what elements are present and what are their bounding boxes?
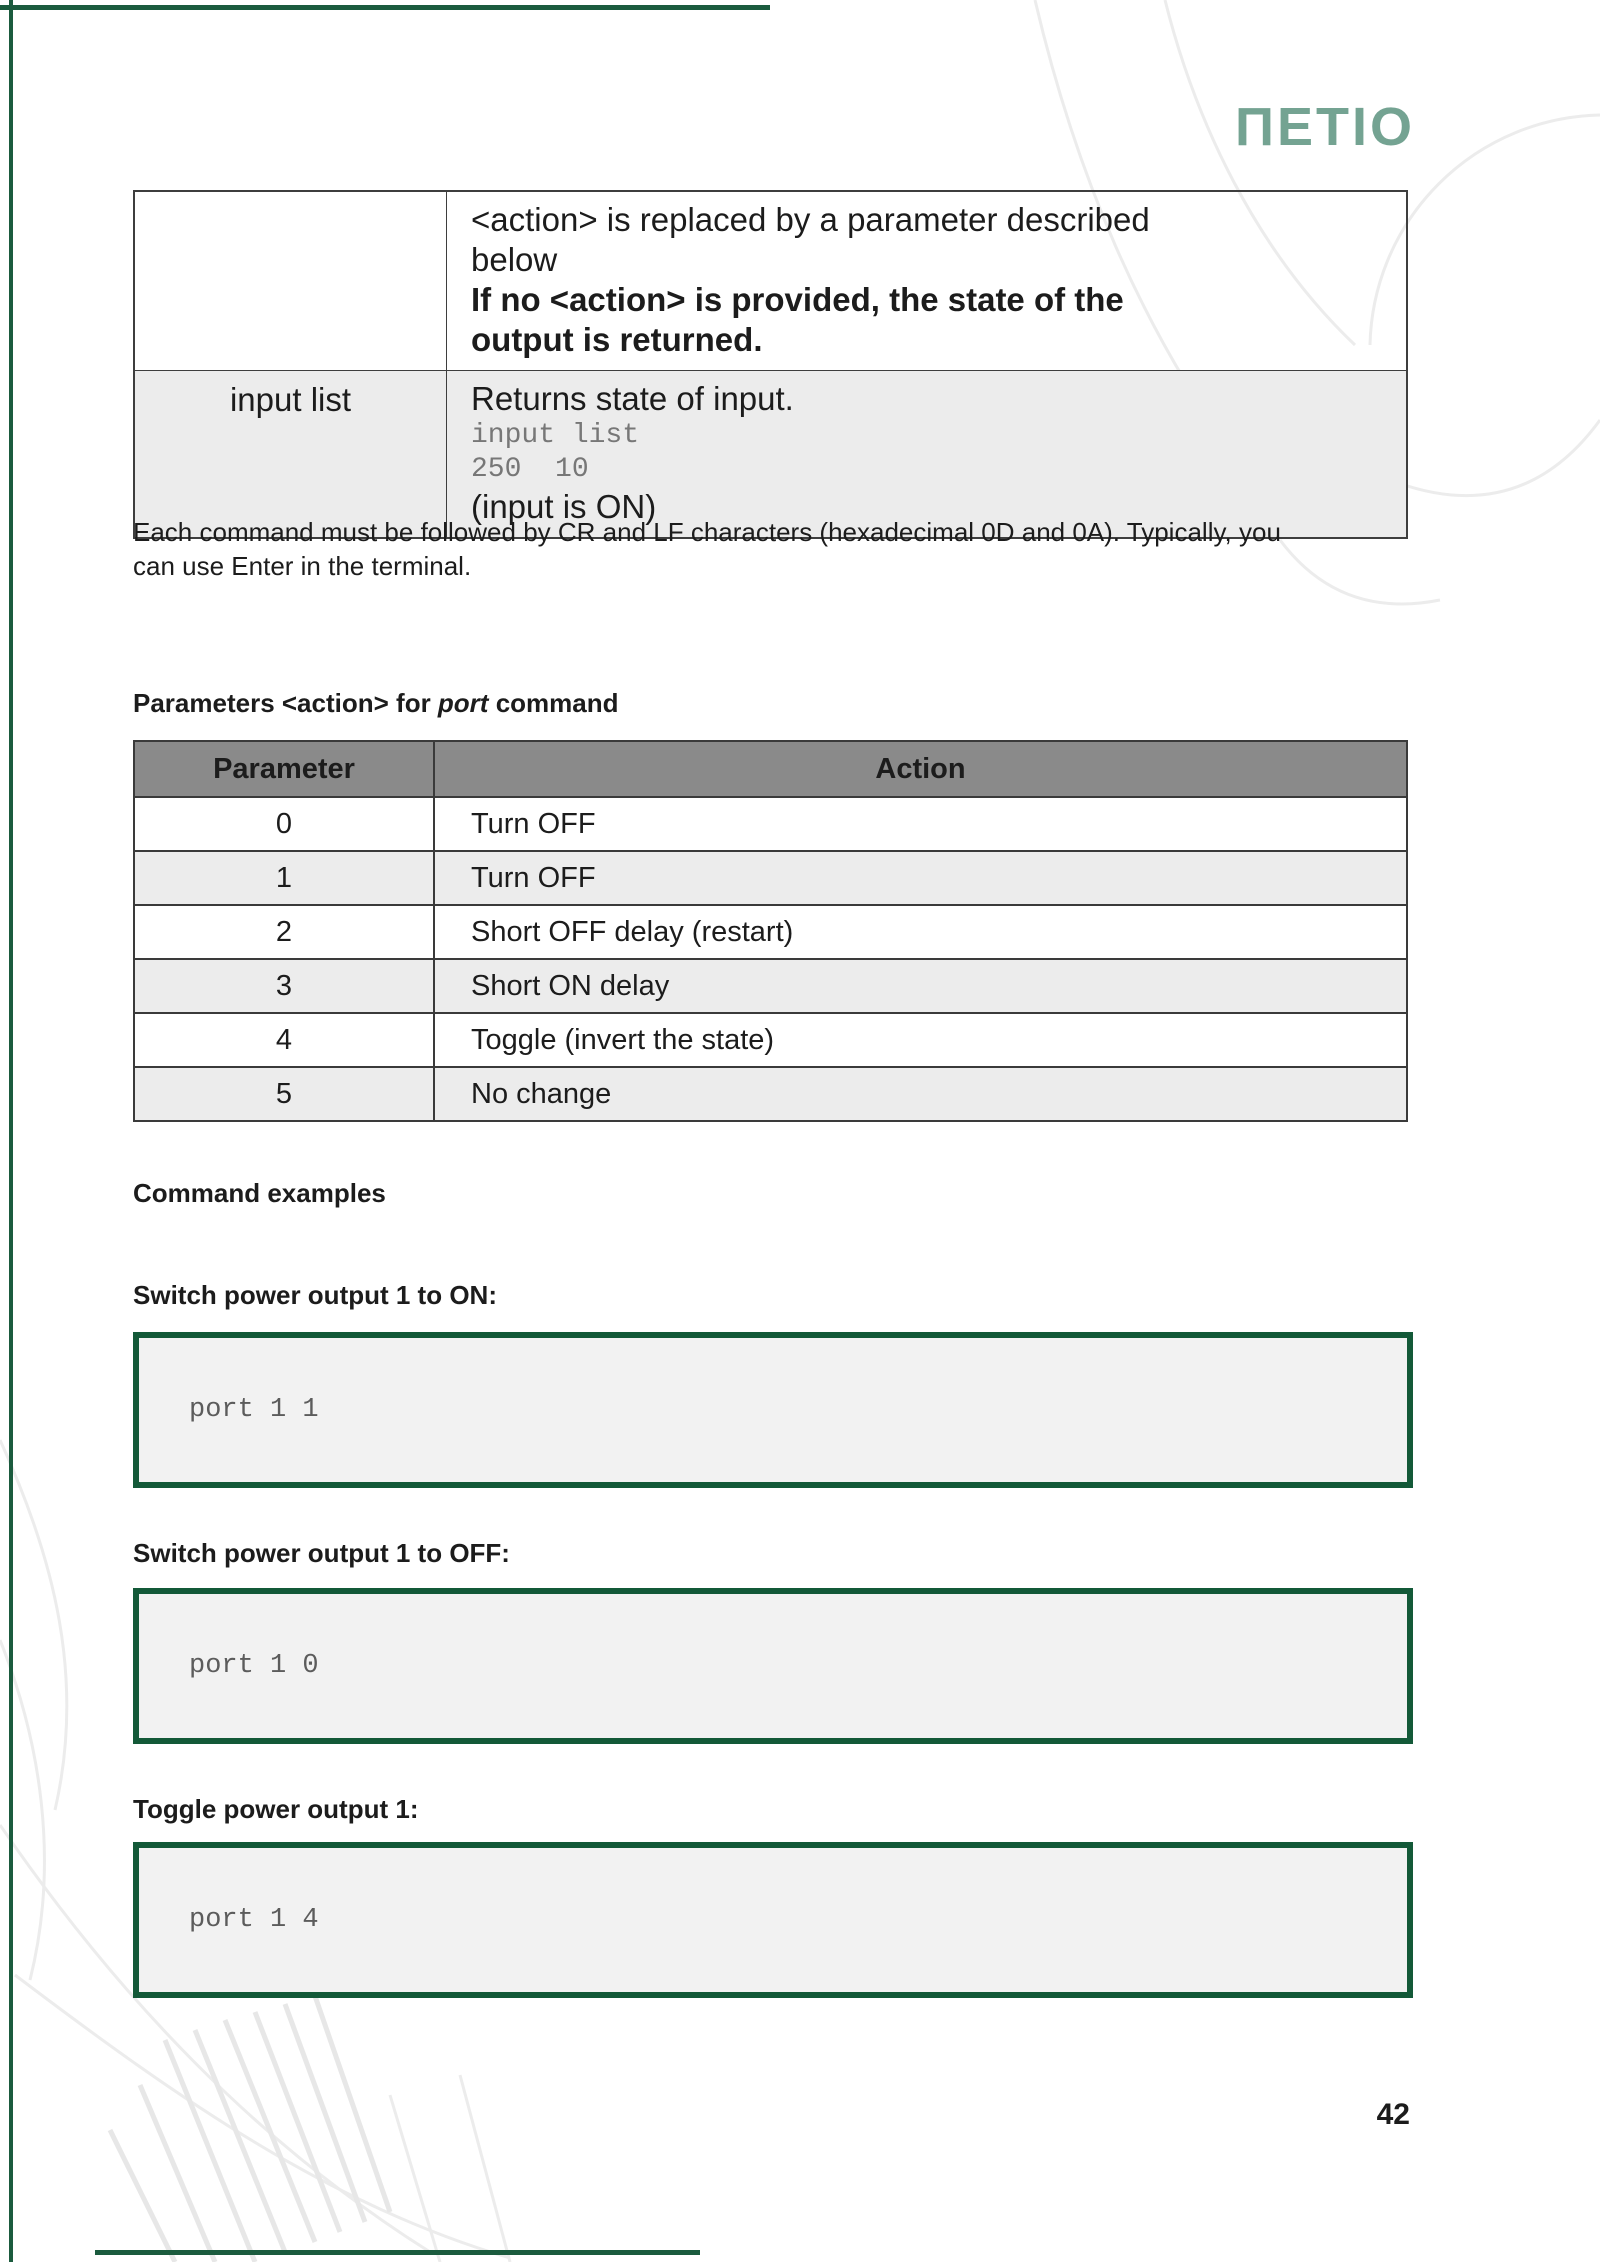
code-line: input list [471, 420, 640, 451]
description-cell [447, 192, 1406, 370]
description-table [133, 190, 1408, 539]
command-cell: input list [135, 371, 447, 537]
code-box [133, 1332, 1413, 1488]
heading-text: Parameters <action> for [133, 688, 438, 718]
param-cell: 3 [135, 960, 435, 1012]
param-cell: 1 [135, 852, 435, 904]
heading-italic: port [437, 688, 489, 718]
table-row [135, 1066, 1406, 1120]
header-action: Action [875, 752, 966, 785]
parameter-table [133, 740, 1408, 1122]
note-paragraph [133, 515, 1423, 583]
page-border-top [0, 5, 770, 10]
code-text: port 1 4 [189, 1905, 319, 1935]
example-label: Switch power output 1 to ON: [133, 1280, 497, 1310]
param-cell: 2 [135, 906, 435, 958]
table-row [135, 904, 1406, 958]
description-cell [447, 371, 1406, 537]
page-border-left [9, 0, 13, 2262]
param-cell: 4 [135, 1014, 435, 1066]
action-cell: Toggle (invert the state) [471, 1023, 775, 1056]
netio-logo: ΠETIO [1234, 97, 1415, 157]
table-row [135, 370, 1406, 537]
description-line-bold: output is returned. [471, 321, 763, 358]
description-line: <action> is replaced by a parameter described [471, 201, 1150, 238]
command-cell [135, 192, 447, 370]
param-cell: 5 [135, 1068, 435, 1120]
code-text: port 1 1 [189, 1395, 319, 1425]
header-parameter: Parameter [135, 742, 435, 796]
parameters-heading [133, 688, 619, 719]
note-line: can use Enter in the terminal. [133, 551, 472, 581]
note-line: Each command must be followed by CR and LF characters (hexadecimal 0D and 0A). Typically, you [133, 517, 1281, 547]
table-row [135, 192, 1406, 370]
table-row [135, 850, 1406, 904]
action-cell: Short ON delay [471, 969, 670, 1002]
code-box [133, 1842, 1413, 1998]
code-text: port 1 0 [189, 1651, 319, 1681]
page-border-bottom [95, 2250, 700, 2255]
table-row [135, 796, 1406, 850]
description-line-bold: If no <action> is provided, the state of the [471, 281, 1124, 318]
table-row [135, 1012, 1406, 1066]
description-line: below [471, 241, 558, 278]
heading-text: command [488, 688, 619, 718]
action-cell: Turn OFF [471, 807, 596, 840]
page-number: 42 [1376, 2098, 1410, 2131]
table-header-row [135, 742, 1406, 796]
action-cell: No change [471, 1077, 612, 1110]
action-cell: Short OFF delay (restart) [471, 915, 794, 948]
example-label: Toggle power output 1: [133, 1794, 419, 1824]
table-row [135, 958, 1406, 1012]
code-box [133, 1588, 1413, 1744]
example-label: Switch power output 1 to OFF: [133, 1538, 510, 1568]
description-line: (input is ON) [471, 488, 657, 525]
description-line: Returns state of input. [471, 380, 794, 417]
code-line: 250 10 [471, 454, 589, 485]
param-cell: 0 [135, 798, 435, 850]
command-examples-heading: Command examples [133, 1178, 386, 1208]
action-cell: Turn OFF [471, 861, 596, 894]
